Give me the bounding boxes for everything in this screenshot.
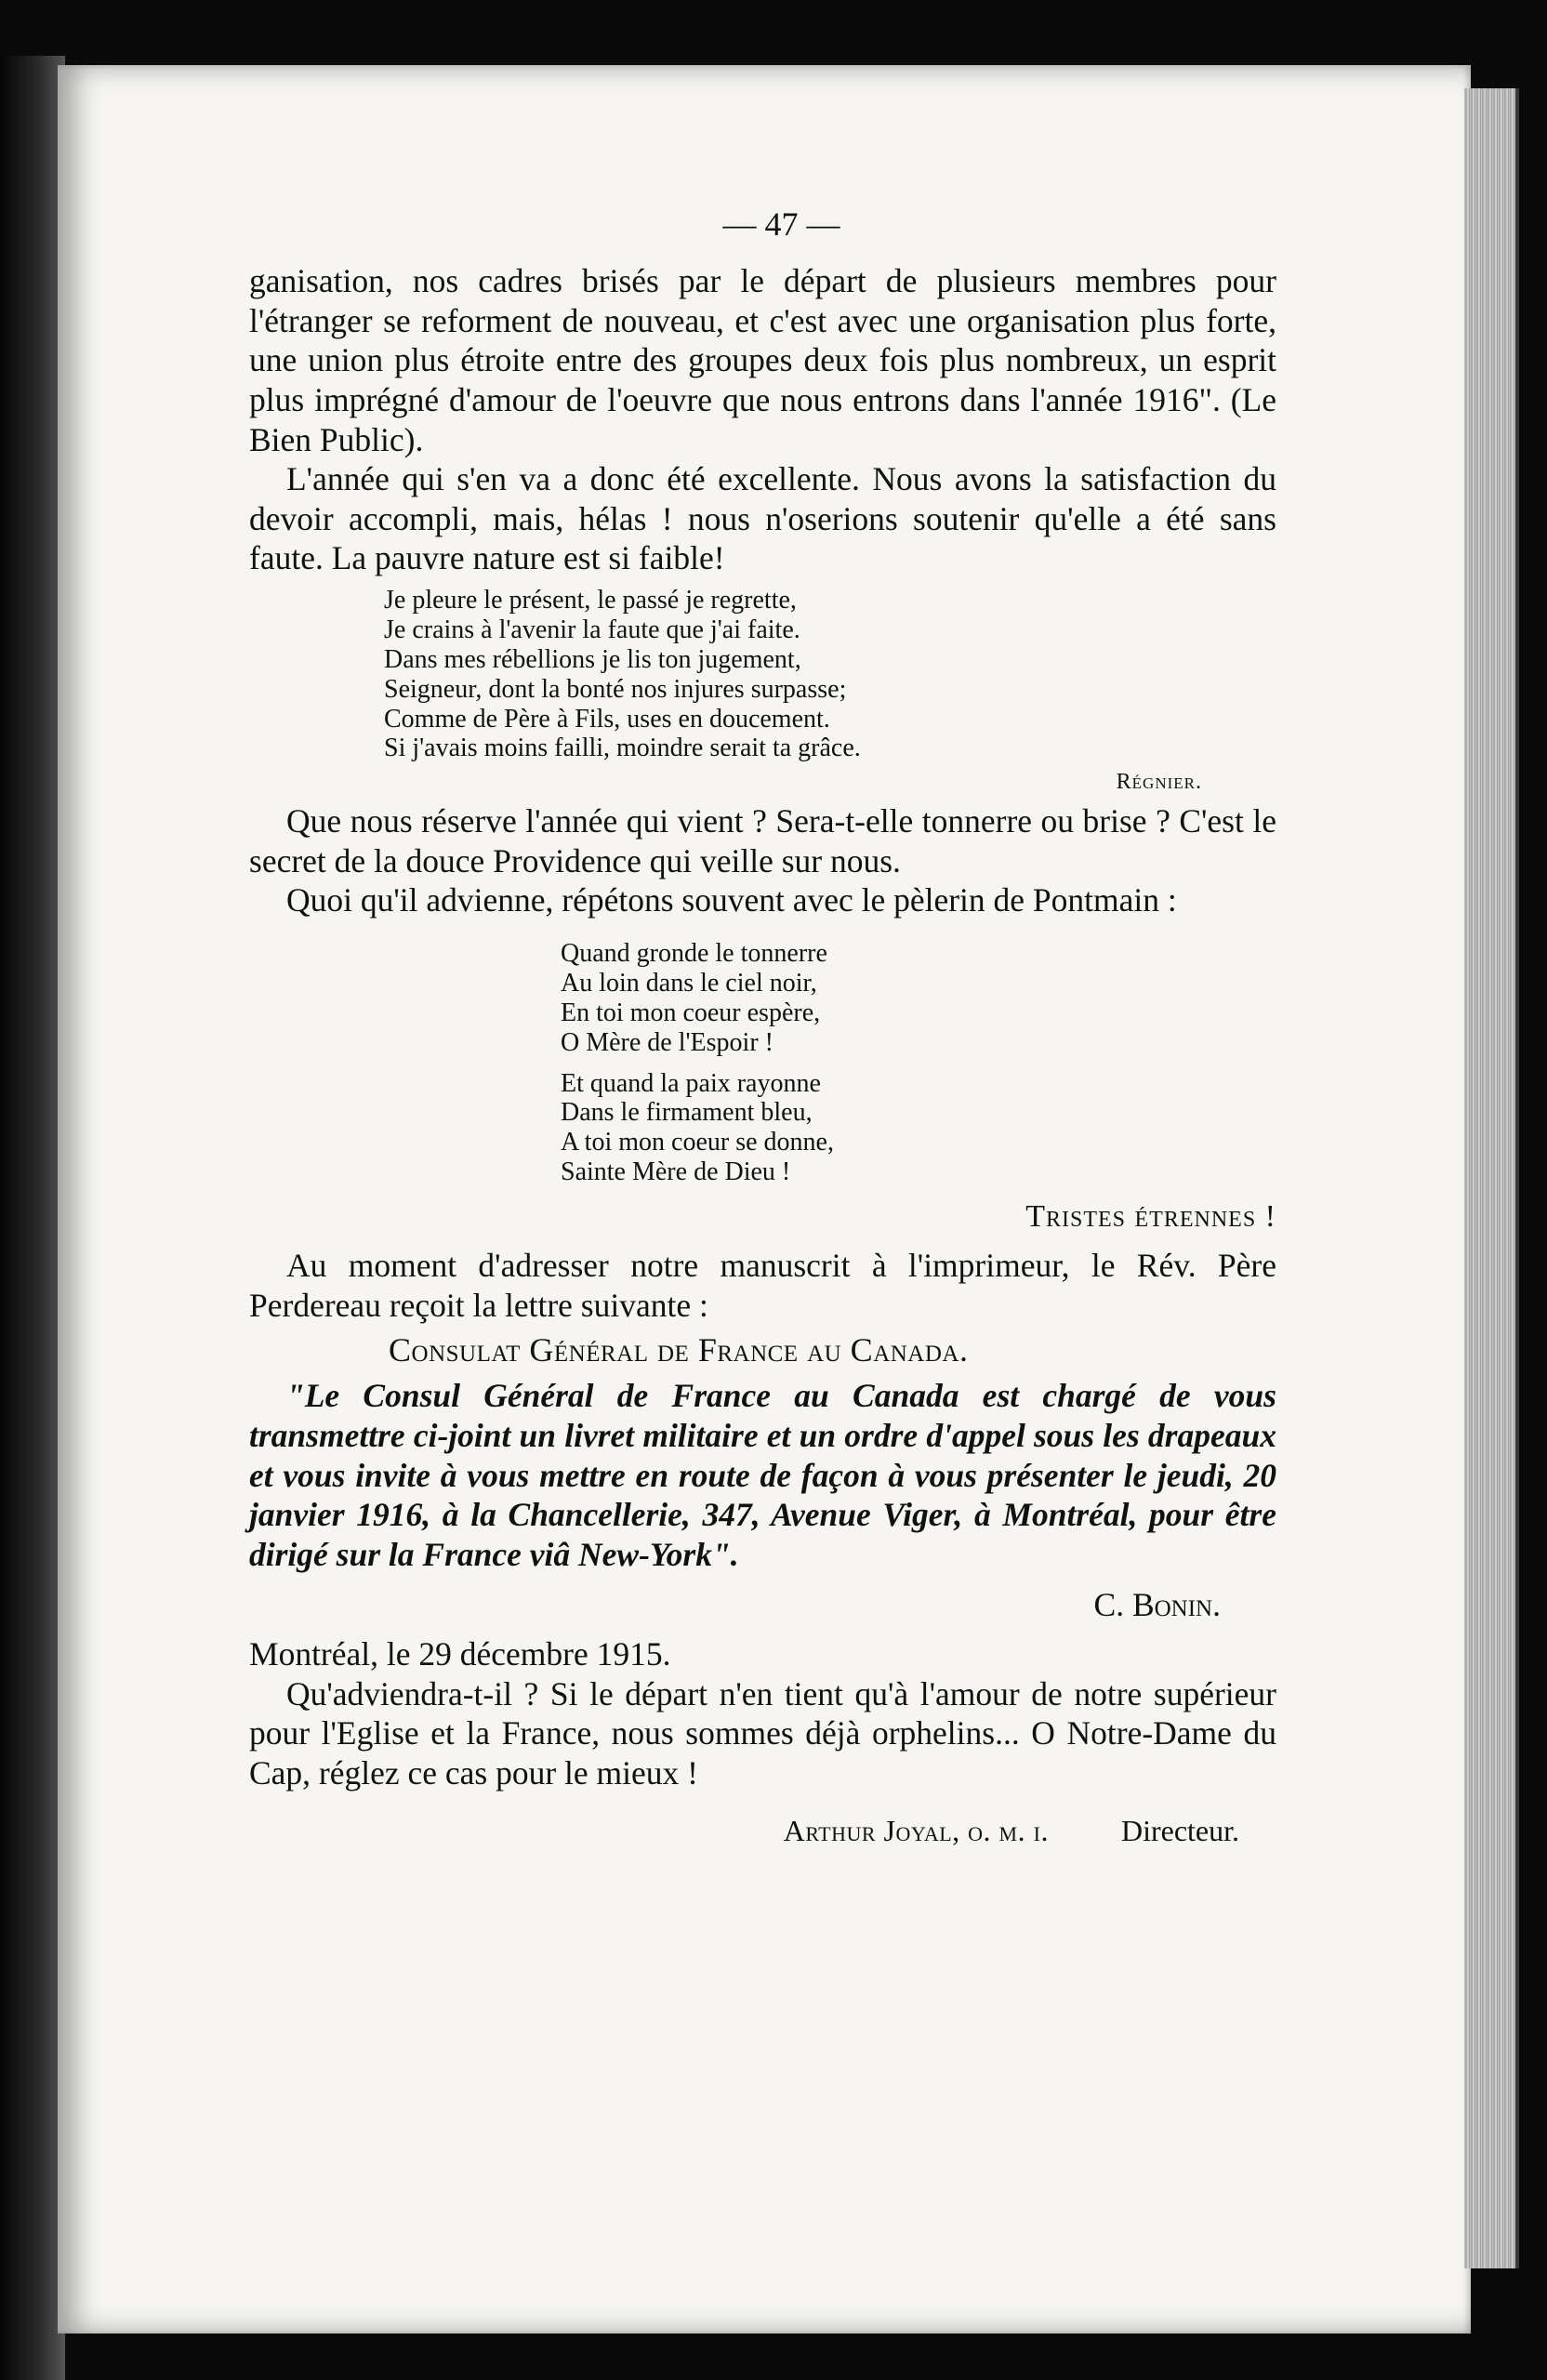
poem-line: O Mère de l'Espoir ! [561, 1027, 774, 1057]
poem-line: Je crains à l'avenir la faute que j'ai faite. [384, 615, 800, 644]
poem-line: Et quand la paix rayonne [561, 1068, 821, 1098]
poem-line: En toi mon coeur espère, [561, 998, 821, 1027]
poem-line: Je pleure le présent, le passé je regrette, [384, 585, 797, 615]
letter-heading: Consulat Général de France au Canada. [389, 1331, 969, 1369]
poem-line: Sainte Mère de Dieu ! [561, 1157, 791, 1187]
poem-line: Dans le firmament bleu, [561, 1098, 813, 1128]
page-edges [1464, 88, 1519, 2268]
poem-line: Quand gronde le tonnerre [561, 938, 827, 968]
author-role: Directeur. [1120, 1814, 1239, 1848]
stanza [561, 939, 1276, 1058]
paragraph-continuation: ganisation, nos cadres brisés par le départ de plusieurs membres pour l'étranger se reforment de nouveau, et c'est avec une organisation plus forte, une union plus étroite entre des groupes deux fois plus nombreux, un esprit plus imprégné d'amour de l'oeuvre que nous entrons dans l'année 1916". (Le Bien Public). [249, 262, 1276, 458]
poem-line: Si j'avais moins failli, moindre serait ta grâce. [384, 734, 861, 763]
poem-line: Comme de Père à Fils, uses en doucement. [384, 704, 830, 734]
poem-line: Seigneur, dont la bonté nos injures surpasse; [384, 674, 847, 704]
poem-line: Dans mes rébellions je lis ton jugement, [384, 644, 801, 674]
page-number: — 47 — [722, 205, 840, 243]
paragraph-year-review: L'année qui s'en va a donc été excellente. Nous avons la satisfaction du devoir accompli, mais, hélas ! nous n'oserions soutenir qu'elle a été sans faute. La pauvre nature est si faible! [249, 460, 1276, 577]
page-content [249, 205, 1276, 1849]
closing-signature [249, 1813, 1239, 1848]
paragraph-letter-intro: Au moment d'adresser notre manuscrit à l'imprimeur, le Rév. Père Perdereau reçoit la lettre suivante : [249, 1247, 1276, 1324]
paragraph-pontmain: Quoi qu'il advienne, répétons souvent avec le pèlerin de Pontmain : [286, 881, 1177, 919]
poem-line: A toi mon coeur se donne, [561, 1128, 834, 1157]
letter-date: Montréal, le 29 décembre 1915. [249, 1634, 671, 1673]
paragraph-next-year: Que nous réserve l'année qui vient ? Sera-t-elle tonnerre ou brise ? C'est le secret de la douce Providence qui veille sur nous. [249, 802, 1276, 879]
letter-body: "Le Consul Général de France au Canada est chargé de vous transmettre ci-joint un livret militaire et un ordre d'appel sous les drapeaux et vous invite à vous mettre en route de façon à vous présenter le jeudi, 20 janvier 1916, à la Chancellerie, 347, Avenue Viger, à Montréal, pour être dirigé sur la France viâ New-York". [249, 1377, 1276, 1573]
paragraph-closing: Qu'adviendra-t-il ? Si le départ n'en tient qu'à l'amour de notre supérieur pour l'Eglise et la France, nous sommes déjà orphelins... O Notre-Dame du Cap, réglez ce cas pour le mieux ! [249, 1674, 1276, 1792]
poem-line: Au loin dans le ciel noir, [561, 968, 817, 998]
book-spine-shadow [0, 56, 65, 2380]
poem-pontmain [561, 939, 1276, 1187]
letter-signature: C. Bonin. [1093, 1586, 1221, 1624]
stanza [561, 1069, 1276, 1188]
section-title: Tristes étrennes ! [1025, 1199, 1276, 1235]
poem-regnier [384, 586, 1276, 763]
author-name: Arthur Joyal, o. m. i. [783, 1814, 1049, 1848]
poem-author: Régnier. [1116, 770, 1202, 795]
